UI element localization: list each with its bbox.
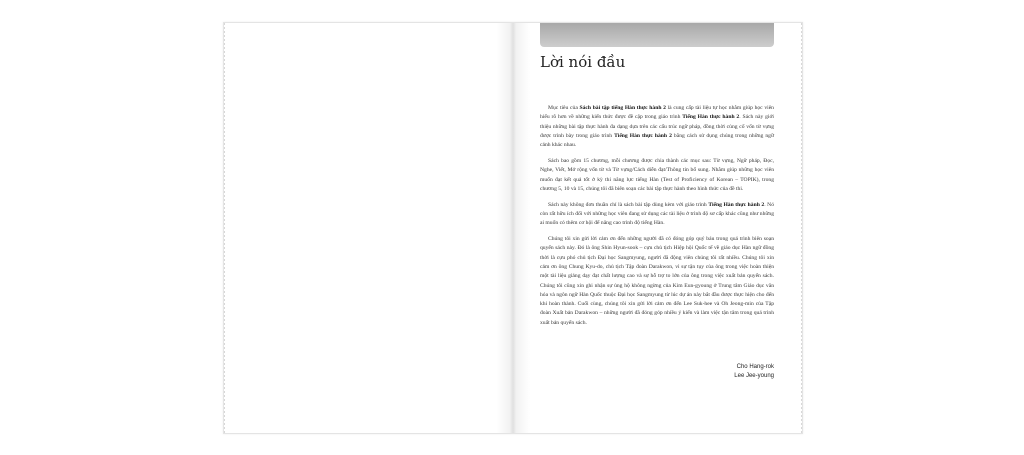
paragraph-text: . Sách này giới thiệu những bài tập thực hành đa dạng dựa trên các cấu trúc ngữ pháp, đồng thời củng cố vốn từ vựng được trình bày trong giáo trình bbox=[540, 114, 774, 139]
signatures bbox=[734, 363, 774, 381]
book-title-text: Tiếng Hàn thực hành 2 bbox=[682, 114, 740, 121]
paragraph-text: Mục tiêu của bbox=[548, 105, 580, 111]
signature-2: Lee Jee-young bbox=[734, 373, 774, 379]
left-page bbox=[224, 23, 512, 433]
book-spread bbox=[223, 22, 803, 434]
header-bar bbox=[540, 23, 774, 47]
book-title-text: Tiếng Hàn thực hành 2 bbox=[708, 201, 765, 208]
paragraph-text: là cung cấp tài liệu tự học nhằm giúp học viên hiểu rõ hơn về những kiến thức được đề cập trong giáo trình bbox=[540, 105, 774, 121]
paragraph-text: bằng cách sử dụng chúng trong những ngữ cảnh khác nhau. bbox=[540, 132, 775, 149]
preface-paragraph bbox=[540, 235, 774, 328]
paragraph-text: . Nó còn rất hữu ích đối với những học viên đang sử dụng các tài liệu ở trình độ sơ cấp khác cũng như những ai muốn có thêm cơ hội để nâng cao trình độ tiếng Hàn. bbox=[540, 201, 774, 227]
preface-body bbox=[540, 104, 774, 335]
book-gutter bbox=[496, 23, 530, 433]
paragraph-text: Chúng tôi xin gửi lời cảm ơn đến những người đã có đóng góp quý báu trong quá trình biên soạn quyển sách này. Đó là ông Shin Hyun-sook – cựu chủ tịch Hiệp hội Quốc tế về giáo dục Hàn ngữ đồng thời là cựu phó chủ tịch Đại học Sangmyung, người đã động viên chúng tôi rất nhiều. Chúng tôi xin cảm ơn ông Chung Kyu-do, chủ tịch Tập đoàn Darakwon, vì sự tận tụy của ông trong việc hoàn thiện một tài liệu giảng dạy đạt chất lượng cao và sự hỗ trợ to lớn của ông trong việc xuất bản quyển sách. Chúng tôi cũng xin ghi nhận sự ủng hộ không ngừng của Kim Eun-gyoung ở Trung tâm Giáo dục văn hóa và ngôn ngữ Hàn Quốc thuộc Đại học Sangmyung từ lúc dự án này bắt đầu được thực hiện cho đến khi hoàn thành. Cuối cùng, chúng tôi xin gửi lời cảm ơn đến Lee Suk-hee và Oh Jeong-min của Tập đoàn Xuất bản Darakwon – những người đã đóng góp nhiều ý kiến và làm việc tận tâm trong quá trình xuất bản quyển sách. bbox=[540, 236, 774, 326]
left-edge bbox=[224, 23, 225, 433]
book-title-text: Sách bài tập tiếng Hàn thực hành 2 bbox=[579, 105, 666, 111]
paragraph-text: Sách bao gồm 15 chương, mỗi chương được chia thành các mục sau: Từ vựng, Ngữ pháp, Đọc, Nghe, Viết, Mở rộng vốn từ và Từ vựng/Cách diễn đạt/Thông tin bổ sung. Nhằm giúp những học viên muốn đạt kết quả tốt ở kỳ thi năng lực tiếng Hàn (Test of Proficiency of Korean – TOPIK), trong chương 5, 10 và 15, chúng tôi đã biên soạn các bài tập thực hành theo hình thức của đề thi. bbox=[540, 157, 774, 192]
right-page bbox=[513, 23, 802, 433]
book-title-text: Tiếng Hàn thực hành 2 bbox=[614, 132, 672, 139]
signature-1: Cho Hang-rok bbox=[736, 364, 774, 370]
preface-paragraph bbox=[540, 157, 774, 194]
page-title: Lời nói đầu bbox=[540, 53, 626, 71]
preface-paragraph bbox=[540, 104, 774, 150]
paragraph-text: Sách này không đơn thuần chỉ là sách bài tập dùng kèm với giáo trình bbox=[548, 201, 709, 208]
preface-paragraph bbox=[540, 201, 774, 229]
right-edge bbox=[801, 23, 802, 433]
